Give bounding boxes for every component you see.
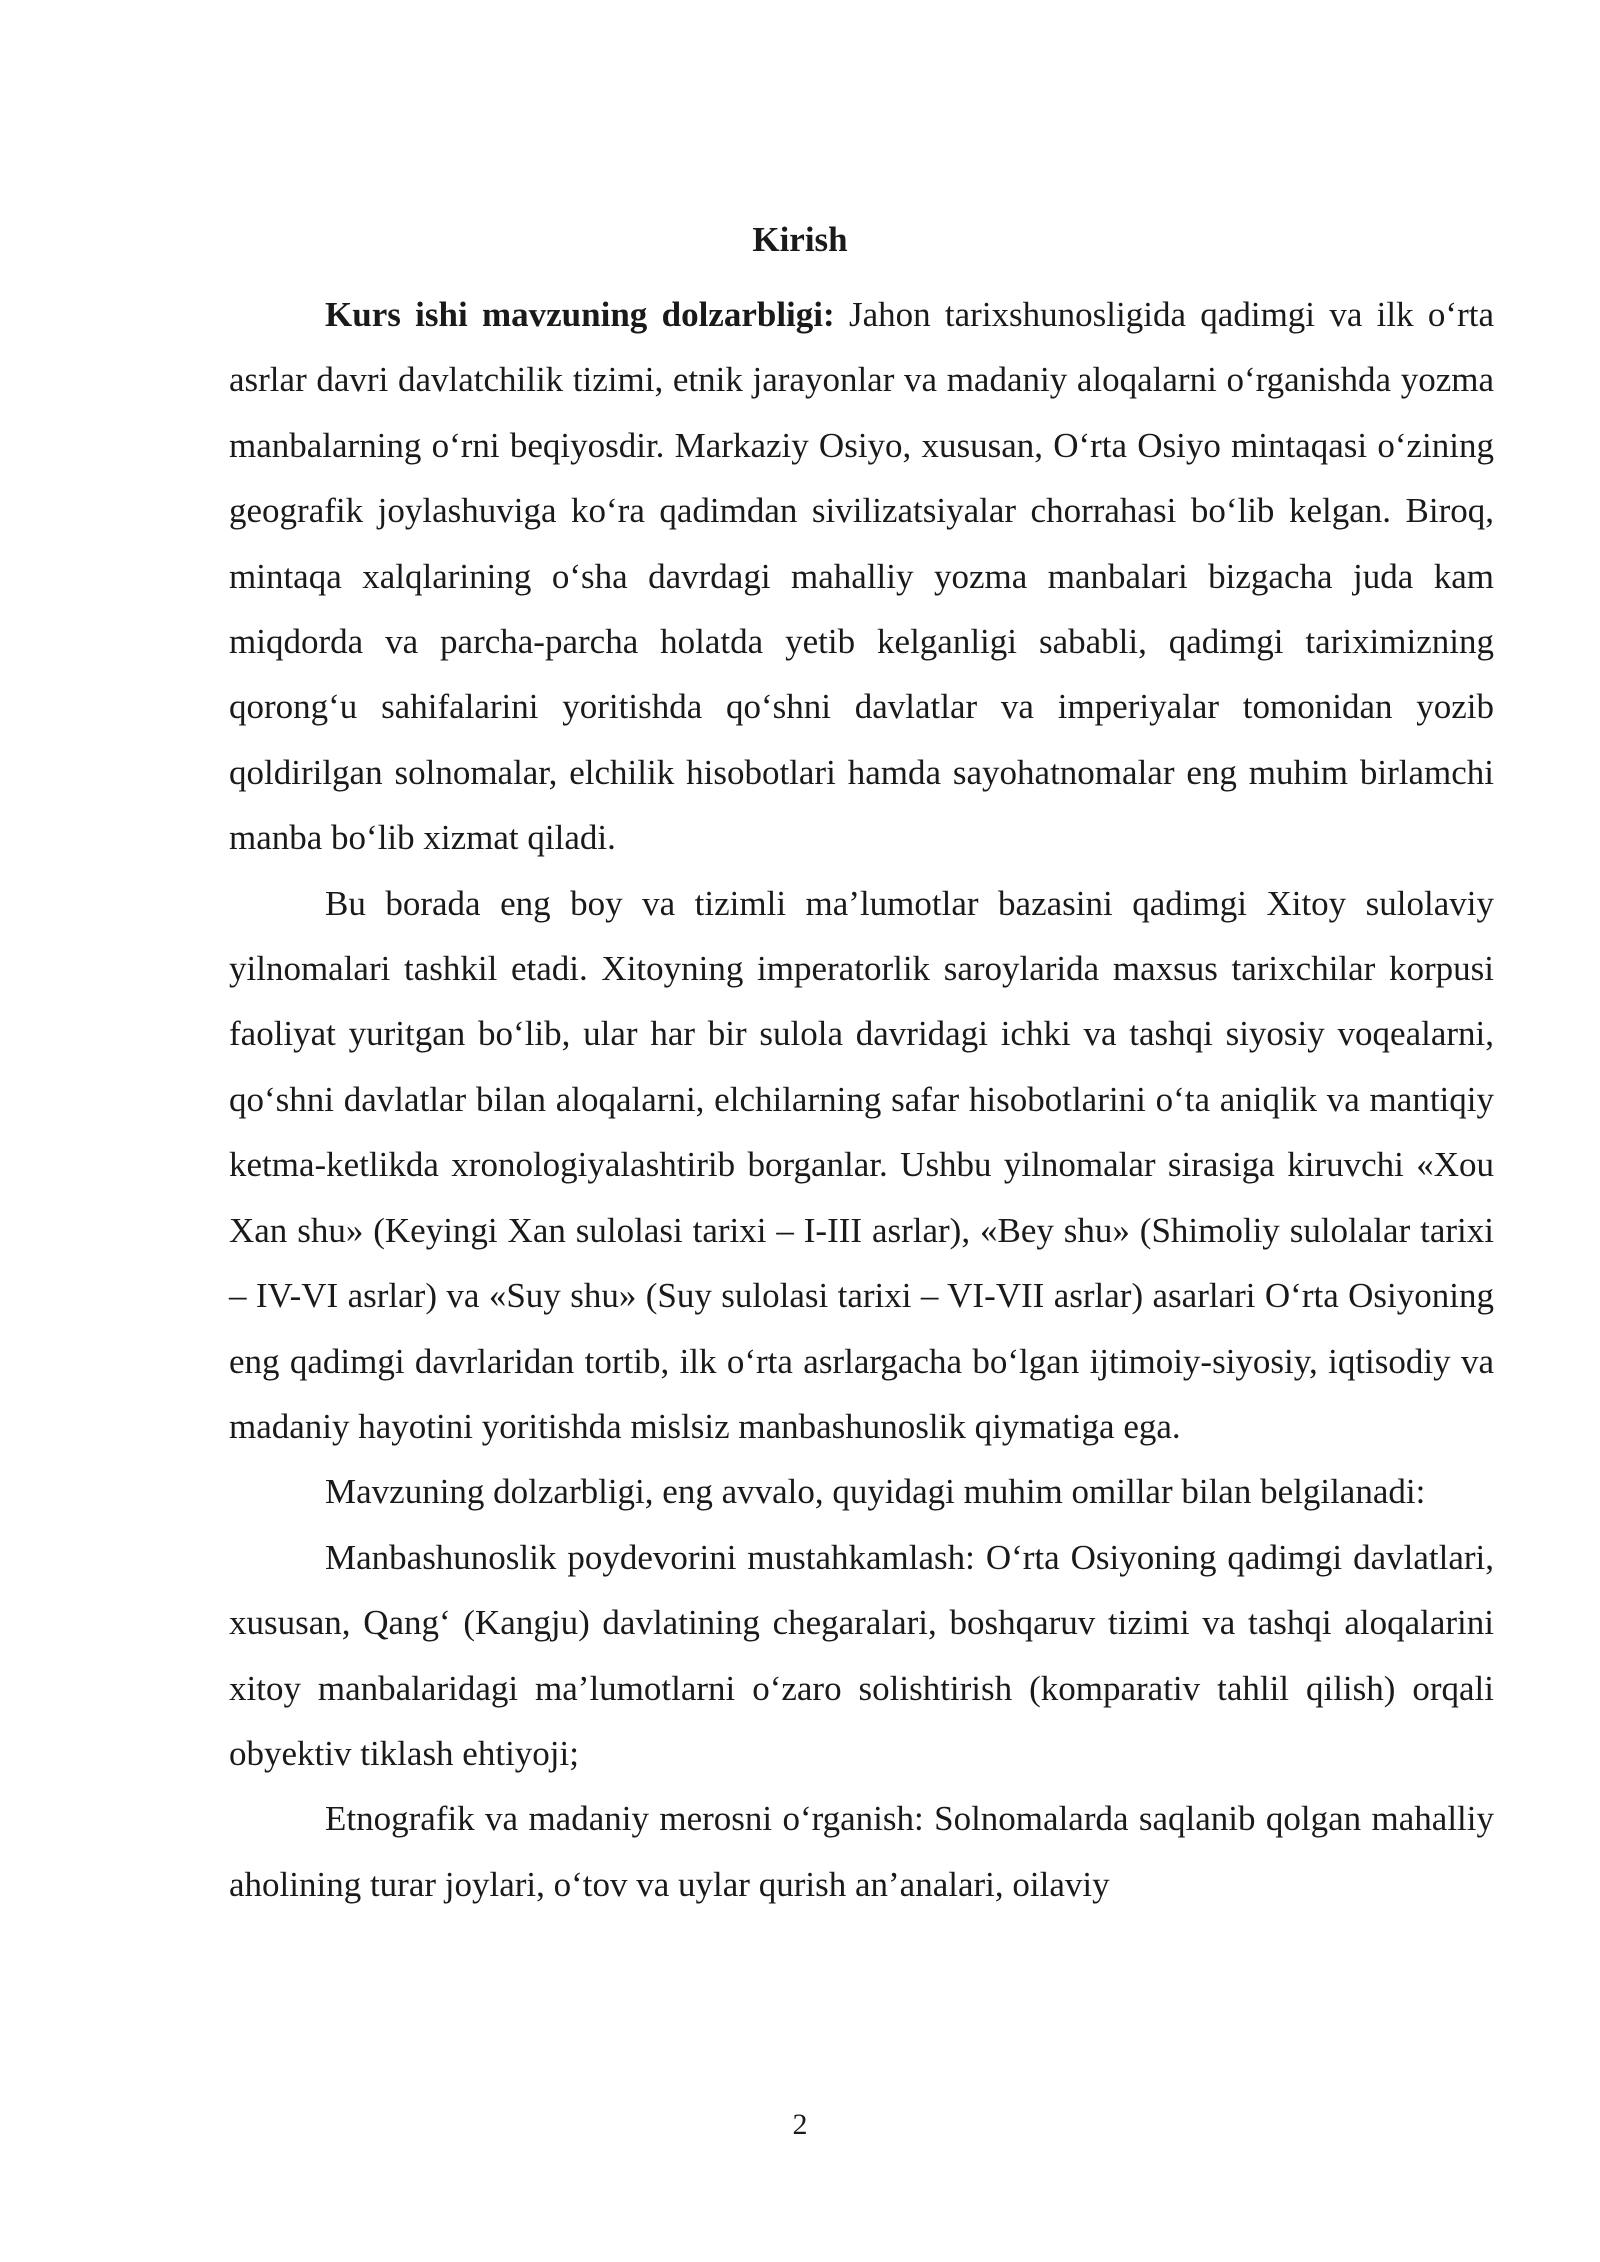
paragraph-text: Bu borada eng boy va tizimli ma’lumotlar bazasini qadimgi Xitoy sulolaviy yilnomalari tashkil etadi. Xitoyning imperatorlik saroylarida maxsus tarixchilar korpusi faoliyat yuritgan bo‘lib, ular har bir sulola davridagi ichki va tashqi siyosiy voqealarni, qo‘shni davlatlar bilan aloqalarni, elchilarning safar hisobotlarini o‘ta aniqlik va mantiqiy ketma-ketlikda xronologiyalashtirib borganlar. Ushbu yilnomalar sirasiga kiruvchi «Xou Xan shu» (Keyingi Xan sulolasi tarixi – I-III asrlar), «Bey shu» (Shimoliy sulolalar tarixi – IV-VI asrlar) va «Suy shu» (Suy sulolasi tarixi – VI-VII asrlar) asarlari O‘rta Osiyoning eng qadimgi davrlaridan tortib, ilk o‘rta asrlargacha bo‘lgan ijtimoiy-siyosiy, iqtisodiy va madaniy hayotini yoritishda mislsiz manbashunoslik qiymatiga ega. [229, 883, 1494, 1446]
paragraph-text: Etnografik va madaniy merosni o‘rganish: Solnomalarda saqlanib qolgan mahalliy aholining turar joylari, o‘tov va uylar qurish an’analari, oilaviy [229, 1799, 1494, 1904]
body-text [229, 282, 1494, 1917]
paragraph-chinese-annals [229, 871, 1494, 1460]
paragraph-lead: Kurs ishi mavzuning dolzarbligi: [325, 295, 835, 334]
paragraph-text: Mavzuning dolzarbligi, eng avvalo, quyidagi muhim omillar bilan belgilanadi: [325, 1472, 1426, 1512]
paragraph-source-studies [229, 1525, 1494, 1787]
page-number: 2 [792, 2108, 808, 2141]
section-heading: Kirish [752, 220, 848, 259]
paragraph-factors-intro [229, 1459, 1494, 1524]
paragraph-text: Jahon tarixshunosligida qadimgi va ilk o‘rta asrlar davri davlatchilik tizimi, etnik jarayonlar va madaniy aloqalarni o‘rganishda yozma manbalarning o‘rni beqiyosdir. Markaziy Osiyo, xususan, O‘rta Osiyo mintaqasi o‘zining geografik joylashuviga ko‘ra qadimdan sivilizatsiyalar chorrahasi bo‘lib kelgan. Biroq, mintaqa xalqlarining o‘sha davrdagi mahalliy yozma manbalari bizgacha juda kam miqdorda va parcha-parcha holatda yetib kelganligi sababli, qadimgi tariximizning qorong‘u sahifalarini yoritishda qo‘shni davlatlar va imperiyalar tomonidan yozib qoldirilgan solnomalar, elchilik hisobotlari hamda sayohatnomalar eng muhim birlamchi manba bo‘lib xizmat qiladi. [229, 295, 1494, 858]
paragraph-ethnographic [229, 1786, 1494, 1917]
paragraph-text: Manbashunoslik poydevorini mustahkamlash: O‘rta Osiyoning qadimgi davlatlari, xususan, Qang‘ (Kangju) davlatining chegaralari, boshqaruv tizimi va tashqi aloqalarini xitoy manbalaridagi ma’lumotlarni o‘zaro solishtirish (komparativ tahlil qilish) orqali obyektiv tiklash ehtiyoji; [229, 1537, 1494, 1773]
paragraph-relevance [229, 282, 1494, 871]
